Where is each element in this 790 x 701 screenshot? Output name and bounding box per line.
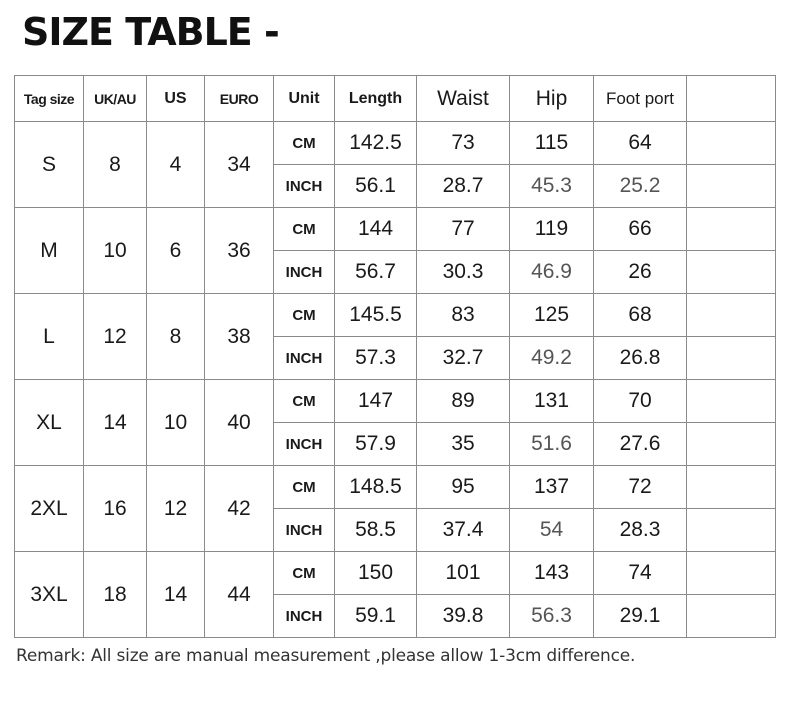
length-cell: 57.3: [335, 337, 417, 380]
empty-cell: [687, 251, 776, 294]
unit-cell: CM: [274, 380, 335, 423]
us-cell: 14: [147, 552, 205, 638]
waist-cell: 89: [417, 380, 510, 423]
euro-cell: 36: [205, 208, 274, 294]
length-cell: 145.5: [335, 294, 417, 337]
foot-port-cell: 28.3: [594, 509, 687, 552]
length-cell: 56.1: [335, 165, 417, 208]
hip-cell: 115: [510, 122, 594, 165]
hip-cell: 137: [510, 466, 594, 509]
foot-port-cell: 72: [594, 466, 687, 509]
uk-au-cell: 10: [84, 208, 147, 294]
length-cell: 144: [335, 208, 417, 251]
tag-size-cell: S: [15, 122, 84, 208]
foot-port-cell: 70: [594, 380, 687, 423]
uk-au-cell: 12: [84, 294, 147, 380]
unit-cell: INCH: [274, 509, 335, 552]
unit-cell: CM: [274, 294, 335, 337]
header-unit: Unit: [274, 76, 335, 122]
foot-port-cell: 26.8: [594, 337, 687, 380]
hip-cell: 46.9: [510, 251, 594, 294]
tag-size-cell: M: [15, 208, 84, 294]
foot-port-cell: 29.1: [594, 595, 687, 638]
hip-cell: 54: [510, 509, 594, 552]
euro-cell: 40: [205, 380, 274, 466]
length-cell: 56.7: [335, 251, 417, 294]
empty-cell: [687, 208, 776, 251]
unit-cell: INCH: [274, 595, 335, 638]
waist-cell: 73: [417, 122, 510, 165]
empty-cell: [687, 380, 776, 423]
table-row: [15, 208, 776, 251]
empty-cell: [687, 122, 776, 165]
unit-cell: INCH: [274, 165, 335, 208]
hip-cell: 49.2: [510, 337, 594, 380]
hip-cell: 119: [510, 208, 594, 251]
euro-cell: 38: [205, 294, 274, 380]
uk-au-cell: 16: [84, 466, 147, 552]
foot-port-cell: 74: [594, 552, 687, 595]
us-cell: 12: [147, 466, 205, 552]
length-cell: 148.5: [335, 466, 417, 509]
hip-cell: 45.3: [510, 165, 594, 208]
us-cell: 10: [147, 380, 205, 466]
table-row: [15, 466, 776, 509]
foot-port-cell: 64: [594, 122, 687, 165]
empty-cell: [687, 165, 776, 208]
unit-cell: CM: [274, 466, 335, 509]
us-cell: 4: [147, 122, 205, 208]
hip-cell: 51.6: [510, 423, 594, 466]
hip-cell: 125: [510, 294, 594, 337]
waist-cell: 39.8: [417, 595, 510, 638]
empty-cell: [687, 294, 776, 337]
length-cell: 150: [335, 552, 417, 595]
empty-cell: [687, 552, 776, 595]
euro-cell: 42: [205, 466, 274, 552]
hip-cell: 56.3: [510, 595, 594, 638]
waist-cell: 101: [417, 552, 510, 595]
table-row: [15, 294, 776, 337]
foot-port-cell: 26: [594, 251, 687, 294]
hip-cell: 143: [510, 552, 594, 595]
uk-au-cell: 18: [84, 552, 147, 638]
foot-port-cell: 66: [594, 208, 687, 251]
tag-size-cell: XL: [15, 380, 84, 466]
waist-cell: 83: [417, 294, 510, 337]
empty-cell: [687, 595, 776, 638]
waist-cell: 30.3: [417, 251, 510, 294]
header-hip: Hip: [510, 76, 594, 122]
unit-cell: INCH: [274, 251, 335, 294]
waist-cell: 35: [417, 423, 510, 466]
unit-cell: CM: [274, 208, 335, 251]
unit-cell: CM: [274, 122, 335, 165]
unit-cell: INCH: [274, 337, 335, 380]
empty-cell: [687, 423, 776, 466]
header-waist: Waist: [417, 76, 510, 122]
us-cell: 8: [147, 294, 205, 380]
foot-port-cell: 27.6: [594, 423, 687, 466]
euro-cell: 34: [205, 122, 274, 208]
header-uk-au: UK/AU: [84, 76, 147, 122]
length-cell: 57.9: [335, 423, 417, 466]
table-row: [15, 552, 776, 595]
header-tag-size: Tag size: [15, 76, 84, 122]
empty-cell: [687, 466, 776, 509]
uk-au-cell: 8: [84, 122, 147, 208]
waist-cell: 95: [417, 466, 510, 509]
header-foot-port: Foot port: [594, 76, 687, 122]
size-table: [14, 75, 776, 638]
remark-text: Remark: All size are manual measurement ,please allow 1-3cm difference.: [16, 646, 636, 666]
empty-cell: [687, 509, 776, 552]
table-row: [15, 380, 776, 423]
header-empty: [687, 76, 776, 122]
table-row: [15, 122, 776, 165]
length-cell: 58.5: [335, 509, 417, 552]
tag-size-cell: L: [15, 294, 84, 380]
unit-cell: INCH: [274, 423, 335, 466]
header-row: [15, 76, 776, 122]
us-cell: 6: [147, 208, 205, 294]
unit-cell: CM: [274, 552, 335, 595]
length-cell: 59.1: [335, 595, 417, 638]
page-title: SIZE TABLE -: [22, 10, 279, 54]
foot-port-cell: 68: [594, 294, 687, 337]
header-length: Length: [335, 76, 417, 122]
euro-cell: 44: [205, 552, 274, 638]
header-us: US: [147, 76, 205, 122]
tag-size-cell: 3XL: [15, 552, 84, 638]
uk-au-cell: 14: [84, 380, 147, 466]
waist-cell: 28.7: [417, 165, 510, 208]
header-euro: EURO: [205, 76, 274, 122]
length-cell: 142.5: [335, 122, 417, 165]
tag-size-cell: 2XL: [15, 466, 84, 552]
waist-cell: 32.7: [417, 337, 510, 380]
hip-cell: 131: [510, 380, 594, 423]
foot-port-cell: 25.2: [594, 165, 687, 208]
waist-cell: 77: [417, 208, 510, 251]
empty-cell: [687, 337, 776, 380]
length-cell: 147: [335, 380, 417, 423]
waist-cell: 37.4: [417, 509, 510, 552]
